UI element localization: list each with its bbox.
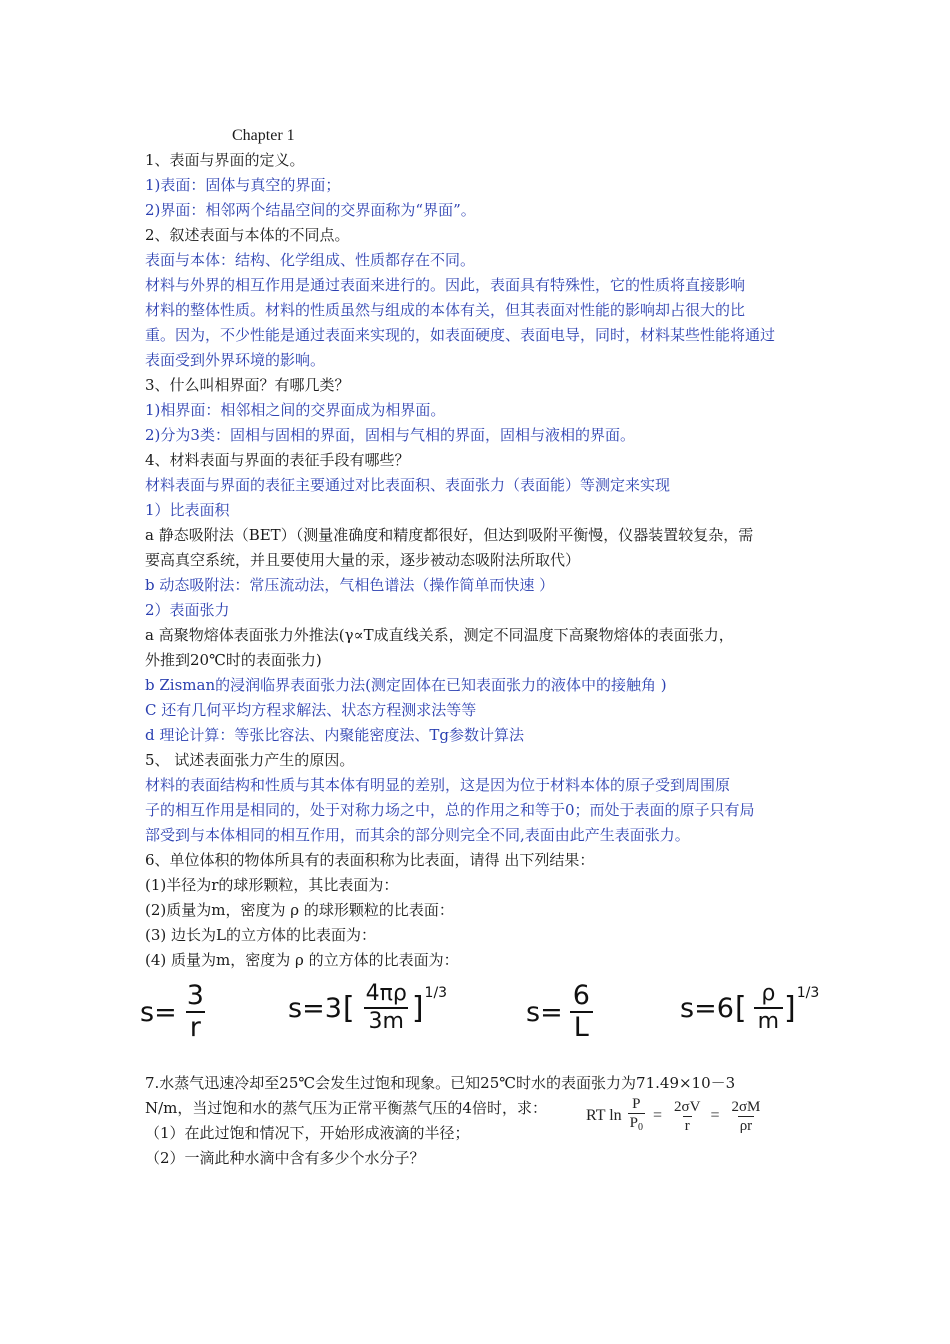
text-line: 材料的表面结构和性质与其本体有明显的差别，这是因为位于材料本体的原子受到周围原 (145, 776, 731, 794)
text-line: C 还有几何平均方程求解法、状态方程测求法等等 (145, 701, 477, 719)
text-line: 部受到与本体相同的相互作用，而其余的部分则完全不同,表面由此产生表面张力。 (145, 826, 690, 844)
text-line: 1、表面与界面的定义。 (145, 151, 305, 169)
text-line: （1）在此过饱和情况下，开始形成液滴的半径； (145, 1124, 470, 1142)
kelvin-equation: RT ln $\frac{P}{P_0}$ = $\frac{2\sigma V}{r}$ = $\frac{2\sigma M}{\rho r}$ (586, 1095, 762, 1137)
text-line: 材料与外界的相互作用是通过表面来进行的。因此，表面具有特殊性，它的性质将直接影响 (145, 276, 746, 294)
text-line: 2)界面：相邻两个结晶空间的交界面称为“界面”。 (145, 201, 476, 219)
text-line: 重。因为，不少性能是通过表面来实现的，如表面硬度、表面电导，同时，材料某些性能将通过 (145, 326, 776, 344)
text-line: b 动态吸附法：常压流动法，气相色谱法（操作简单而快速 ） (145, 576, 555, 594)
chapter-title: Chapter 1 (232, 127, 295, 144)
text-line: 表面受到外界环境的影响。 (145, 351, 326, 369)
text-line: 材料表面与界面的表征主要通过对比表面积、表面张力（表面能）等测定来实现 (145, 476, 671, 494)
text-line: d 理论计算：等张比容法、内聚能密度法、Tg参数计算法 (145, 726, 524, 744)
text-line: 表面与本体：结构、化学组成、性质都存在不同。 (145, 251, 476, 269)
text-line: 1）比表面积 (145, 501, 230, 519)
formula-cube-edge: s= $\frac{6}{L}$ (526, 981, 594, 1043)
formula-cube-mass: s=6 [ $\frac{\rho}{m}$ ] 1/3 (680, 981, 820, 1034)
text-line: (2)质量为m，密度为 ρ 的球形颗粒的比表面： (145, 901, 454, 919)
text-line: a 高聚物熔体表面张力外推法(γ∝T成直线关系，测定不同温度下高聚物熔体的表面张力， (145, 626, 734, 644)
formula-sphere-mass: s=3 [ $\frac{4\pi\rho}{3m}$ ] 1/3 (288, 981, 448, 1034)
text-line: 5、 试述表面张力产生的原因。 (145, 751, 355, 769)
text-line: （2）一滴此种水滴中含有多少个水分子？ (145, 1149, 425, 1167)
text-line: 2)分为3类：固相与固相的界面，固相与气相的界面，固相与液相的界面。 (145, 426, 635, 444)
text-line: (4) 质量为m，密度为 ρ 的立方体的比表面为： (145, 951, 459, 969)
text-line: 要高真空系统，并且要使用大量的汞，逐步被动态吸附法所取代） (145, 551, 581, 569)
text-line: 6、单位体积的物体所具有的表面积称为比表面，请得 出下列结果： (145, 851, 595, 869)
specific-surface-formulas (140, 975, 840, 1045)
text-line: 1)表面：固体与真空的界面； (145, 176, 341, 194)
text-line: N/m，当过饱和水的蒸气压为正常平衡蒸气压的4倍时，求： (145, 1099, 547, 1117)
text-line: 外推到20℃时的表面张力) (145, 651, 322, 669)
text-line: b Zisman的浸润临界表面张力法(测定固体在已知表面张力的液体中的接触角 ) (145, 676, 667, 694)
text-line: a 静态吸附法（BET）（测量准确度和精度都很好，但达到吸附平衡慢，仪器装置较复杂，需 (145, 526, 754, 544)
formula-sphere-radius: s= $\frac{3}{r}$ (140, 980, 204, 1043)
text-line: 子的相互作用是相同的，处于对称力场之中，总的作用之和等于0；而处于表面的原子只有局 (145, 801, 755, 819)
text-line: 1)相界面：相邻相之间的交界面成为相界面。 (145, 401, 446, 419)
text-line: 2、叙述表面与本体的不同点。 (145, 226, 350, 244)
text-line: 4、材料表面与界面的表征手段有哪些？ (145, 451, 410, 469)
text-line: (3) 边长为L的立方体的比表面为： (145, 926, 376, 944)
text-line: (1)半径为r的球形颗粒，其比表面为： (145, 876, 399, 894)
text-line: 2）表面张力 (145, 601, 230, 619)
text-line: 材料的整体性质。材料的性质虽然与组成的本体有关，但其表面对性能的影响却占很大的比 (145, 301, 746, 319)
text-line: 3、什么叫相界面？有哪几类？ (145, 376, 350, 394)
text-line: 7.水蒸气迅速冷却至25℃会发生过饱和现象。已知25℃时水的表面张力为71.49×10－3 (145, 1074, 736, 1092)
